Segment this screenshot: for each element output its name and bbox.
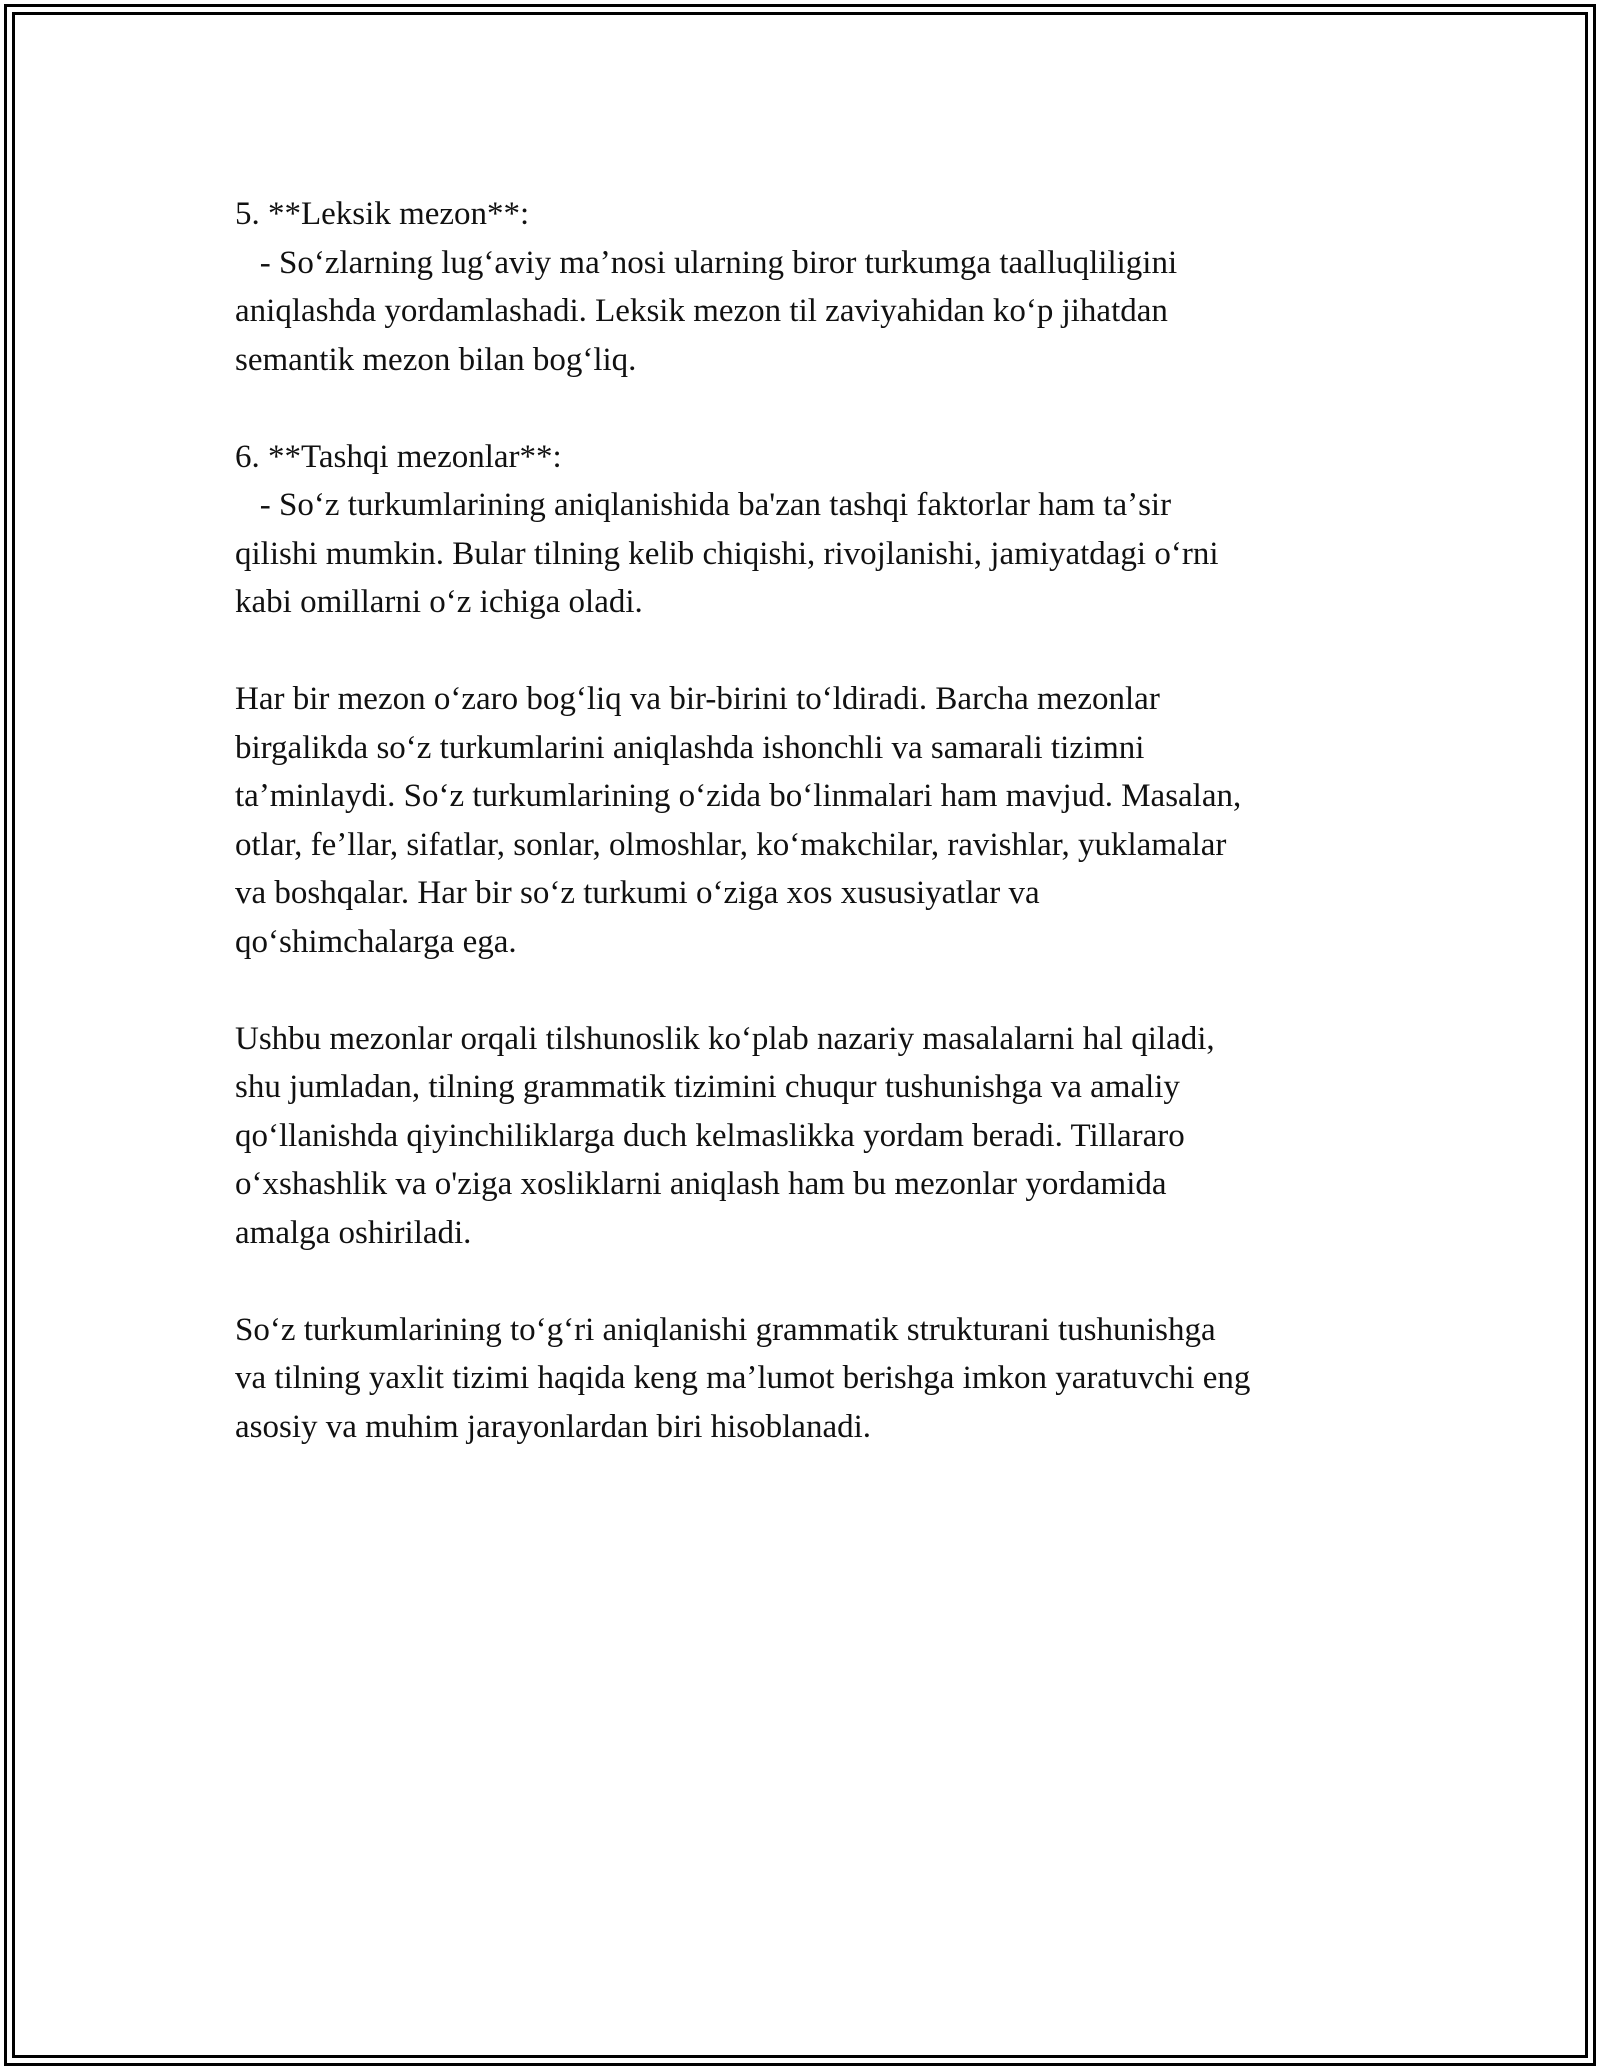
paragraph-conclusion (235, 1306, 1385, 1452)
document-body (235, 190, 1385, 1500)
section-heading: 6. **Tashqi mezonlar**: (235, 438, 562, 475)
paragraph-line: shu jumladan, tilning grammatik tizimini chuqur tushunishga va amaliy (235, 1069, 1180, 1105)
paragraph-line: otlar, feʼllar, sifatlar, sonlar, olmoshlar, koʻmakchilar, ravishlar, yuklamalar (235, 826, 1227, 863)
paragraph-line: asosiy va muhim jarayonlardan biri hisoblanadi. (235, 1408, 872, 1445)
paragraph-line: Har bir mezon oʻzaro bogʻliq va bir-birini toʻldiradi. Barcha mezonlar (235, 681, 1160, 717)
paragraph-line: amalga oshiriladi. (235, 1214, 472, 1251)
paragraph-line: - Soʻzlarning lugʻaviy maʼnosi ularning biror turkumga taalluqliligini (235, 244, 1178, 281)
section-heading: 5. **Leksik mezon**: (235, 196, 530, 232)
paragraph-line: oʻxshashlik va o'ziga xosliklarni aniqlash ham bu mezonlar yordamida (235, 1166, 1167, 1202)
paragraph-line: va tilning yaxlit tizimi haqida keng maʼlumot berishga imkon yaratuvchi eng (235, 1360, 1251, 1396)
paragraph-line: - Soʻz turkumlarining aniqlanishida ba'zan tashqi faktorlar ham taʼsir (235, 487, 1172, 523)
section-leksik-mezon (235, 190, 1385, 384)
paragraph-line: qoʻllanishda qiyinchiliklarga duch kelmaslikka yordam beradi. Tillararo (235, 1117, 1185, 1154)
paragraph-line: kabi omillarni oʻz ichiga oladi. (235, 584, 643, 620)
paragraph-ushbu-mezonlar (235, 1015, 1385, 1258)
paragraph-line: semantik mezon bilan bogʻliq. (235, 341, 637, 378)
paragraph-line: Soʻz turkumlarining toʻgʻri aniqlanishi grammatik strukturani tushunishga (235, 1311, 1216, 1348)
paragraph-har-bir-mezon (235, 675, 1385, 966)
paragraph-line: qilishi mumkin. Bular tilning kelib chiqishi, rivojlanishi, jamiyatdagi oʻrni (235, 535, 1219, 572)
paragraph-line: taʼminlaydi. Soʻz turkumlarining oʻzida boʻlinmalari ham mavjud. Masalan, (235, 778, 1242, 814)
paragraph-line: qoʻshimchalarga ega. (235, 923, 517, 960)
paragraph-line: va boshqalar. Har bir soʻz turkumi oʻziga xos xususiyatlar va (235, 875, 1040, 911)
paragraph-line: Ushbu mezonlar orqali tilshunoslik koʻplab nazariy masalalarni hal qiladi, (235, 1020, 1215, 1057)
section-tashqi-mezonlar (235, 433, 1385, 627)
paragraph-line: birgalikda soʻz turkumlarini aniqlashda ishonchli va samarali tizimni (235, 729, 1145, 766)
paragraph-line: aniqlashda yordamlashadi. Leksik mezon til zaviyahidan koʻp jihatdan (235, 293, 1168, 329)
